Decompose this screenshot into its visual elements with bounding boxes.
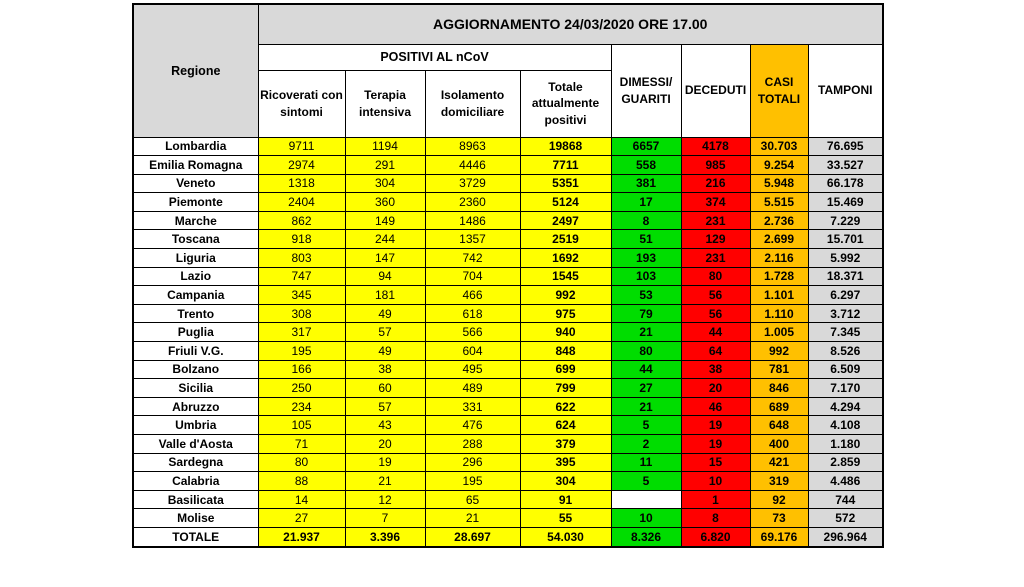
- region-name: Calabria: [133, 472, 258, 491]
- ricoverati-cell: 250: [258, 379, 345, 398]
- deceduti-cell: 10: [681, 472, 750, 491]
- totals-terapia-cell: 3.396: [345, 527, 425, 547]
- deceduti-cell: 8: [681, 509, 750, 528]
- deceduti-cell: 64: [681, 342, 750, 361]
- region-name: Bolzano: [133, 360, 258, 379]
- tamponi-cell: 2.859: [808, 453, 883, 472]
- isolamento-cell: 489: [425, 379, 520, 398]
- tamponi-cell: 7.345: [808, 323, 883, 342]
- table-row: [133, 267, 883, 286]
- ricoverati-cell: 803: [258, 249, 345, 268]
- dimessi-cell: 11: [611, 453, 681, 472]
- totals-row: [133, 527, 883, 547]
- totale-positivi-cell: 699: [520, 360, 611, 379]
- isolamento-cell: 495: [425, 360, 520, 379]
- isolamento-cell: 4446: [425, 156, 520, 175]
- ricoverati-cell: 71: [258, 435, 345, 454]
- terapia-cell: 57: [345, 323, 425, 342]
- table-row: [133, 416, 883, 435]
- ricoverati-cell: 2974: [258, 156, 345, 175]
- table-row: [133, 304, 883, 323]
- deceduti-cell: 231: [681, 249, 750, 268]
- terapia-cell: 60: [345, 379, 425, 398]
- tamponi-cell: 4.108: [808, 416, 883, 435]
- region-name: Molise: [133, 509, 258, 528]
- isolamento-cell: 742: [425, 249, 520, 268]
- isolamento-cell: 296: [425, 453, 520, 472]
- totals-deceduti-cell: 6.820: [681, 527, 750, 547]
- deceduti-cell: 231: [681, 211, 750, 230]
- header-regione: Regione: [133, 4, 258, 137]
- table-row: [133, 379, 883, 398]
- ricoverati-cell: 88: [258, 472, 345, 491]
- table-row: [133, 360, 883, 379]
- terapia-cell: 21: [345, 472, 425, 491]
- totals-totale-positivi-cell: 54.030: [520, 527, 611, 547]
- header-totale-positivi: Totale attualmente positivi: [520, 70, 611, 137]
- dimessi-cell: 27: [611, 379, 681, 398]
- terapia-cell: 1194: [345, 137, 425, 156]
- deceduti-cell: 129: [681, 230, 750, 249]
- isolamento-cell: 476: [425, 416, 520, 435]
- ricoverati-cell: 105: [258, 416, 345, 435]
- ricoverati-cell: 918: [258, 230, 345, 249]
- tamponi-cell: 6.297: [808, 286, 883, 305]
- dimessi-cell: [611, 490, 681, 509]
- region-name: Veneto: [133, 174, 258, 193]
- isolamento-cell: 466: [425, 286, 520, 305]
- table-row: [133, 286, 883, 305]
- terapia-cell: 147: [345, 249, 425, 268]
- terapia-cell: 12: [345, 490, 425, 509]
- totale-positivi-cell: 2497: [520, 211, 611, 230]
- terapia-cell: 57: [345, 397, 425, 416]
- casi-totali-cell: 2.736: [750, 211, 808, 230]
- casi-totali-cell: 2.116: [750, 249, 808, 268]
- terapia-cell: 291: [345, 156, 425, 175]
- casi-totali-cell: 30.703: [750, 137, 808, 156]
- region-name: Puglia: [133, 323, 258, 342]
- dimessi-cell: 103: [611, 267, 681, 286]
- region-name: Trento: [133, 304, 258, 323]
- totals-isolamento-cell: 28.697: [425, 527, 520, 547]
- casi-totali-cell: 421: [750, 453, 808, 472]
- terapia-cell: 38: [345, 360, 425, 379]
- casi-totali-cell: 1.728: [750, 267, 808, 286]
- tamponi-cell: 572: [808, 509, 883, 528]
- tamponi-cell: 8.526: [808, 342, 883, 361]
- casi-totali-cell: 992: [750, 342, 808, 361]
- header-isolamento: Isolamento domiciliare: [425, 70, 520, 137]
- header-dimessi: DIMESSI/ GUARITI: [611, 44, 681, 137]
- isolamento-cell: 195: [425, 472, 520, 491]
- isolamento-cell: 604: [425, 342, 520, 361]
- tamponi-cell: 33.527: [808, 156, 883, 175]
- deceduti-cell: 56: [681, 304, 750, 323]
- totale-positivi-cell: 799: [520, 379, 611, 398]
- totale-positivi-cell: 5351: [520, 174, 611, 193]
- terapia-cell: 49: [345, 304, 425, 323]
- dimessi-cell: 2: [611, 435, 681, 454]
- dimessi-cell: 381: [611, 174, 681, 193]
- region-name: Toscana: [133, 230, 258, 249]
- deceduti-cell: 46: [681, 397, 750, 416]
- casi-totali-cell: 73: [750, 509, 808, 528]
- casi-totali-cell: 781: [750, 360, 808, 379]
- ricoverati-cell: 747: [258, 267, 345, 286]
- terapia-cell: 7: [345, 509, 425, 528]
- casi-totali-cell: 9.254: [750, 156, 808, 175]
- terapia-cell: 19: [345, 453, 425, 472]
- casi-totali-cell: 5.515: [750, 193, 808, 212]
- table-row: [133, 230, 883, 249]
- dimessi-cell: 193: [611, 249, 681, 268]
- table-row: [133, 211, 883, 230]
- totale-positivi-cell: 1692: [520, 249, 611, 268]
- dimessi-cell: 6657: [611, 137, 681, 156]
- totals-label: TOTALE: [133, 527, 258, 547]
- deceduti-cell: 4178: [681, 137, 750, 156]
- isolamento-cell: 331: [425, 397, 520, 416]
- deceduti-cell: 56: [681, 286, 750, 305]
- casi-totali-cell: 689: [750, 397, 808, 416]
- dimessi-cell: 8: [611, 211, 681, 230]
- isolamento-cell: 8963: [425, 137, 520, 156]
- dimessi-cell: 5: [611, 416, 681, 435]
- tamponi-cell: 1.180: [808, 435, 883, 454]
- casi-totali-cell: 5.948: [750, 174, 808, 193]
- totale-positivi-cell: 19868: [520, 137, 611, 156]
- totale-positivi-cell: 992: [520, 286, 611, 305]
- terapia-cell: 20: [345, 435, 425, 454]
- totale-positivi-cell: 379: [520, 435, 611, 454]
- tamponi-cell: 3.712: [808, 304, 883, 323]
- dimessi-cell: 79: [611, 304, 681, 323]
- ricoverati-cell: 1318: [258, 174, 345, 193]
- deceduti-cell: 80: [681, 267, 750, 286]
- dimessi-cell: 51: [611, 230, 681, 249]
- isolamento-cell: 288: [425, 435, 520, 454]
- terapia-cell: 304: [345, 174, 425, 193]
- casi-totali-cell: 2.699: [750, 230, 808, 249]
- totale-positivi-cell: 395: [520, 453, 611, 472]
- totale-positivi-cell: 975: [520, 304, 611, 323]
- ricoverati-cell: 308: [258, 304, 345, 323]
- table-row: [133, 453, 883, 472]
- totale-positivi-cell: 7711: [520, 156, 611, 175]
- totale-positivi-cell: 1545: [520, 267, 611, 286]
- terapia-cell: 244: [345, 230, 425, 249]
- ricoverati-cell: 2404: [258, 193, 345, 212]
- casi-totali-cell: 648: [750, 416, 808, 435]
- totale-positivi-cell: 5124: [520, 193, 611, 212]
- region-name: Piemonte: [133, 193, 258, 212]
- deceduti-cell: 374: [681, 193, 750, 212]
- table-row: [133, 397, 883, 416]
- deceduti-cell: 38: [681, 360, 750, 379]
- totals-ricoverati-cell: 21.937: [258, 527, 345, 547]
- tamponi-cell: 4.294: [808, 397, 883, 416]
- totale-positivi-cell: 304: [520, 472, 611, 491]
- tamponi-cell: 744: [808, 490, 883, 509]
- ricoverati-cell: 862: [258, 211, 345, 230]
- isolamento-cell: 618: [425, 304, 520, 323]
- region-name: Basilicata: [133, 490, 258, 509]
- table-row: [133, 156, 883, 175]
- region-name: Campania: [133, 286, 258, 305]
- deceduti-cell: 216: [681, 174, 750, 193]
- table-row: [133, 342, 883, 361]
- terapia-cell: 94: [345, 267, 425, 286]
- ricoverati-cell: 80: [258, 453, 345, 472]
- isolamento-cell: 2360: [425, 193, 520, 212]
- tamponi-cell: 66.178: [808, 174, 883, 193]
- region-name: Emilia Romagna: [133, 156, 258, 175]
- tamponi-cell: 76.695: [808, 137, 883, 156]
- tamponi-cell: 6.509: [808, 360, 883, 379]
- casi-totali-cell: 1.110: [750, 304, 808, 323]
- ricoverati-cell: 345: [258, 286, 345, 305]
- isolamento-cell: 3729: [425, 174, 520, 193]
- region-name: Umbria: [133, 416, 258, 435]
- deceduti-cell: 19: [681, 435, 750, 454]
- totale-positivi-cell: 622: [520, 397, 611, 416]
- dimessi-cell: 53: [611, 286, 681, 305]
- region-name: Sicilia: [133, 379, 258, 398]
- dimessi-cell: 5: [611, 472, 681, 491]
- region-name: Marche: [133, 211, 258, 230]
- tamponi-cell: 5.992: [808, 249, 883, 268]
- dimessi-cell: 10: [611, 509, 681, 528]
- terapia-cell: 49: [345, 342, 425, 361]
- region-name: Abruzzo: [133, 397, 258, 416]
- region-name: Friuli V.G.: [133, 342, 258, 361]
- casi-totali-cell: 846: [750, 379, 808, 398]
- tamponi-cell: 18.371: [808, 267, 883, 286]
- totale-positivi-cell: 91: [520, 490, 611, 509]
- casi-totali-cell: 92: [750, 490, 808, 509]
- ricoverati-cell: 166: [258, 360, 345, 379]
- isolamento-cell: 1486: [425, 211, 520, 230]
- dimessi-cell: 21: [611, 323, 681, 342]
- region-name: Lazio: [133, 267, 258, 286]
- deceduti-cell: 19: [681, 416, 750, 435]
- totals-tamponi-cell: 296.964: [808, 527, 883, 547]
- tamponi-cell: 7.170: [808, 379, 883, 398]
- table-row: [133, 174, 883, 193]
- ricoverati-cell: 195: [258, 342, 345, 361]
- terapia-cell: 43: [345, 416, 425, 435]
- dimessi-cell: 80: [611, 342, 681, 361]
- header-positivi: POSITIVI AL nCoV: [258, 44, 611, 70]
- table-row: [133, 435, 883, 454]
- totale-positivi-cell: 940: [520, 323, 611, 342]
- header-ricoverati: Ricoverati con sintomi: [258, 70, 345, 137]
- totals-casi-totali-cell: 69.176: [750, 527, 808, 547]
- casi-totali-cell: 1.005: [750, 323, 808, 342]
- totale-positivi-cell: 2519: [520, 230, 611, 249]
- table-row: [133, 472, 883, 491]
- table-row: [133, 137, 883, 156]
- region-name: Lombardia: [133, 137, 258, 156]
- header-terapia: Terapia intensiva: [345, 70, 425, 137]
- table-row: [133, 490, 883, 509]
- totale-positivi-cell: 624: [520, 416, 611, 435]
- region-name: Liguria: [133, 249, 258, 268]
- terapia-cell: 181: [345, 286, 425, 305]
- casi-totali-cell: 1.101: [750, 286, 808, 305]
- tamponi-cell: 15.701: [808, 230, 883, 249]
- totals-dimessi-cell: 8.326: [611, 527, 681, 547]
- tamponi-cell: 4.486: [808, 472, 883, 491]
- deceduti-cell: 1: [681, 490, 750, 509]
- table-row: [133, 323, 883, 342]
- ricoverati-cell: 14: [258, 490, 345, 509]
- covid-regional-table: [132, 3, 884, 548]
- totale-positivi-cell: 848: [520, 342, 611, 361]
- isolamento-cell: 704: [425, 267, 520, 286]
- isolamento-cell: 65: [425, 490, 520, 509]
- casi-totali-cell: 400: [750, 435, 808, 454]
- ricoverati-cell: 234: [258, 397, 345, 416]
- region-name: Valle d'Aosta: [133, 435, 258, 454]
- tamponi-cell: 15.469: [808, 193, 883, 212]
- header-tamponi: TAMPONI: [808, 44, 883, 137]
- header-casi-totali: CASI TOTALI: [750, 44, 808, 137]
- table-row: [133, 193, 883, 212]
- table-row: [133, 509, 883, 528]
- deceduti-cell: 985: [681, 156, 750, 175]
- dimessi-cell: 21: [611, 397, 681, 416]
- header-deceduti: DECEDUTI: [681, 44, 750, 137]
- deceduti-cell: 20: [681, 379, 750, 398]
- deceduti-cell: 15: [681, 453, 750, 472]
- region-name: Sardegna: [133, 453, 258, 472]
- terapia-cell: 149: [345, 211, 425, 230]
- casi-totali-cell: 319: [750, 472, 808, 491]
- table-row: [133, 249, 883, 268]
- ricoverati-cell: 27: [258, 509, 345, 528]
- tamponi-cell: 7.229: [808, 211, 883, 230]
- ricoverati-cell: 317: [258, 323, 345, 342]
- isolamento-cell: 1357: [425, 230, 520, 249]
- deceduti-cell: 44: [681, 323, 750, 342]
- ricoverati-cell: 9711: [258, 137, 345, 156]
- dimessi-cell: 558: [611, 156, 681, 175]
- totale-positivi-cell: 55: [520, 509, 611, 528]
- terapia-cell: 360: [345, 193, 425, 212]
- isolamento-cell: 566: [425, 323, 520, 342]
- dimessi-cell: 17: [611, 193, 681, 212]
- dimessi-cell: 44: [611, 360, 681, 379]
- table-title: AGGIORNAMENTO 24/03/2020 ORE 17.00: [258, 4, 883, 44]
- isolamento-cell: 21: [425, 509, 520, 528]
